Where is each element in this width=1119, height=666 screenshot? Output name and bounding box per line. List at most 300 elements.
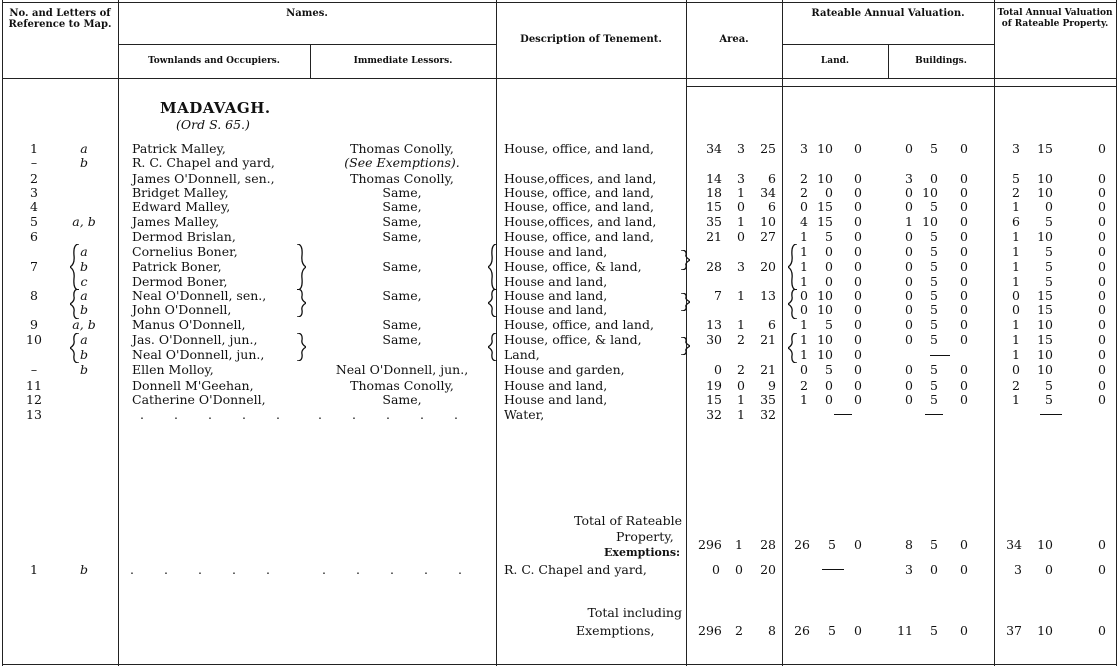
total-value: 1 xyxy=(1012,244,1020,259)
total-value: 0 xyxy=(1012,302,1020,317)
total-value: 10 xyxy=(1037,229,1053,244)
total-value: 5 xyxy=(1045,259,1053,274)
buildings-value: 0 xyxy=(905,317,913,332)
ref-letter: b xyxy=(79,302,88,317)
buildings-value: 5 xyxy=(930,259,938,274)
leader-dot: . xyxy=(424,562,428,577)
area-value: 2 xyxy=(735,623,743,638)
area-value: 19 xyxy=(706,378,722,393)
area-value: 14 xyxy=(706,171,722,186)
description: House, office, and land, xyxy=(504,199,654,214)
buildings-value: 0 xyxy=(905,378,913,393)
buildings-value: 0 xyxy=(960,199,968,214)
area-value: 34 xyxy=(760,185,776,200)
total-value: 10 xyxy=(1037,623,1053,638)
area-value: 0 xyxy=(712,562,720,577)
header-buildings: Buildings. xyxy=(915,56,967,66)
ref-number: 11 xyxy=(26,378,42,393)
lessor: Same, xyxy=(382,199,422,214)
buildings-value: 0 xyxy=(930,562,938,577)
lessor: Same, xyxy=(382,392,422,407)
buildings-value: 5 xyxy=(930,274,938,289)
description: House, office, and land, xyxy=(504,141,654,156)
leader-dot: . xyxy=(356,562,360,577)
description: House and land, xyxy=(504,244,608,259)
leader-dot: . xyxy=(164,562,168,577)
description: House and land, xyxy=(504,288,608,303)
ref-number: 2 xyxy=(30,171,38,186)
lessor: (See Exemptions). xyxy=(344,155,460,170)
header-land: Land. xyxy=(820,56,850,66)
leader-dot: . xyxy=(198,562,202,577)
area-value: 35 xyxy=(760,392,776,407)
ord-reference: (Ord S. 65.) xyxy=(176,117,250,132)
buildings-value: 5 xyxy=(930,392,938,407)
land-value: 0 xyxy=(854,537,862,552)
land-value: 0 xyxy=(800,288,808,303)
buildings-value: 1 xyxy=(905,214,913,229)
occupier: Patrick Boner, xyxy=(132,259,222,274)
blank-dash xyxy=(834,414,852,415)
lessor: Same, xyxy=(382,259,422,274)
buildings-value: 0 xyxy=(905,392,913,407)
occupier: James O'Donnell, sen., xyxy=(132,171,275,186)
area-value: 10 xyxy=(760,214,776,229)
land-value: 1 xyxy=(800,332,808,347)
occupier: Dermod Boner, xyxy=(132,274,228,289)
buildings-value: 10 xyxy=(922,214,938,229)
total-value: 0 xyxy=(1045,199,1053,214)
total-value: 5 xyxy=(1045,244,1053,259)
occupier: Catherine O'Donnell, xyxy=(132,392,266,407)
lessor: Same, xyxy=(382,288,422,303)
leader-dot: . xyxy=(140,407,144,422)
occupier: James Malley, xyxy=(132,214,220,229)
area-value: 15 xyxy=(706,199,722,214)
ref-letter: a xyxy=(80,244,88,259)
ref-number: 8 xyxy=(30,288,38,303)
occupier: John O'Donnell, xyxy=(132,302,232,317)
description: House and land, xyxy=(504,392,608,407)
land-value: 0 xyxy=(825,185,833,200)
description: House, office, & land, xyxy=(504,259,642,274)
land-value: 10 xyxy=(817,332,833,347)
buildings-value: 0 xyxy=(905,302,913,317)
total-value: 10 xyxy=(1037,362,1053,377)
buildings-value: 0 xyxy=(960,562,968,577)
buildings-value: 0 xyxy=(930,171,938,186)
rule xyxy=(2,664,1116,665)
total-value: 1 xyxy=(1012,347,1020,362)
area-value: 13 xyxy=(760,288,776,303)
leader-dot: . xyxy=(322,562,326,577)
buildings-value: 0 xyxy=(960,229,968,244)
leader-dot: . xyxy=(130,562,134,577)
area-value: 296 xyxy=(698,537,722,552)
area-value: 0 xyxy=(735,562,743,577)
area-value: 0 xyxy=(737,199,745,214)
area-value: 27 xyxy=(760,229,776,244)
total-value: 15 xyxy=(1037,141,1053,156)
buildings-value: 0 xyxy=(905,244,913,259)
land-value: 4 xyxy=(800,214,808,229)
buildings-value: 3 xyxy=(905,562,913,577)
buildings-value: 0 xyxy=(960,302,968,317)
area-value: 13 xyxy=(706,317,722,332)
occupier: Donnell M'Geehan, xyxy=(132,378,254,393)
buildings-value: 0 xyxy=(960,332,968,347)
ref-number: 13 xyxy=(26,407,42,422)
occupier: Dermod Brislan, xyxy=(132,229,236,244)
brace xyxy=(70,289,80,319)
total-value: 34 xyxy=(1006,537,1022,552)
lessor: Neal O'Donnell, jun., xyxy=(335,362,469,377)
brace xyxy=(488,244,498,290)
area-value: 28 xyxy=(706,259,722,274)
rule xyxy=(782,86,994,87)
total-value: 10 xyxy=(1037,537,1053,552)
total-value: 2 xyxy=(1012,378,1020,393)
total-value: 6 xyxy=(1012,214,1020,229)
land-value: 5 xyxy=(825,317,833,332)
occupier: Jas. O'Donnell, jun., xyxy=(132,332,258,347)
rule xyxy=(2,0,3,666)
total-value: 0 xyxy=(1098,229,1106,244)
lessor: Same, xyxy=(382,229,422,244)
leader-dot: . xyxy=(208,407,212,422)
leader-dot: . xyxy=(276,407,280,422)
area-value: 0 xyxy=(737,378,745,393)
land-value: 10 xyxy=(817,141,833,156)
land-value: 0 xyxy=(854,317,862,332)
total-value: 1 xyxy=(1012,332,1020,347)
area-value: 21 xyxy=(760,332,776,347)
total-value: 1 xyxy=(1012,259,1020,274)
total-value: 3 xyxy=(1012,141,1020,156)
area-value: 9 xyxy=(768,378,776,393)
area-value: 30 xyxy=(706,332,722,347)
total-value: 15 xyxy=(1037,288,1053,303)
total-value: 0 xyxy=(1098,214,1106,229)
header-townlands: Townlands and Occupiers. xyxy=(148,56,280,66)
ref-letter: a, b xyxy=(72,317,96,332)
buildings-value: 5 xyxy=(930,302,938,317)
leader-dot: . xyxy=(386,407,390,422)
buildings-value: 0 xyxy=(960,317,968,332)
header-ref: No. and Letters of Reference to Map. xyxy=(8,8,112,30)
rule xyxy=(994,86,1116,87)
area-value: 20 xyxy=(760,259,776,274)
ref-letter: a, b xyxy=(72,214,96,229)
description: House and land, xyxy=(504,302,608,317)
occupier: Manus O'Donnell, xyxy=(132,317,246,332)
ref-number: 4 xyxy=(30,199,38,214)
area-value: 6 xyxy=(768,171,776,186)
land-value: 1 xyxy=(800,392,808,407)
area-value: 21 xyxy=(760,362,776,377)
land-value: 0 xyxy=(854,141,862,156)
land-value: 0 xyxy=(854,244,862,259)
leader-dot: . xyxy=(242,407,246,422)
total-value: 0 xyxy=(1098,288,1106,303)
header-description: Description of Tenement. xyxy=(520,34,662,45)
ref-number: 10 xyxy=(26,332,42,347)
blank-dash xyxy=(925,414,943,415)
rule xyxy=(994,0,995,666)
description: House, office, and land, xyxy=(504,185,654,200)
buildings-value: 0 xyxy=(960,185,968,200)
leader-dot: . xyxy=(420,407,424,422)
buildings-value: 5 xyxy=(930,623,938,638)
header-valuation: Rateable Annual Valuation. xyxy=(811,8,965,19)
leader-dot: . xyxy=(454,407,458,422)
total-label: Exemptions, xyxy=(576,623,655,638)
area-value: 1 xyxy=(737,407,745,422)
area-value: 34 xyxy=(706,141,722,156)
buildings-value: 0 xyxy=(960,362,968,377)
land-value: 0 xyxy=(825,274,833,289)
rule xyxy=(118,0,119,666)
area-value: 32 xyxy=(760,407,776,422)
land-value: 0 xyxy=(854,199,862,214)
buildings-value: 5 xyxy=(930,317,938,332)
total-value: 1 xyxy=(1012,199,1020,214)
buildings-value: 5 xyxy=(930,537,938,552)
land-value: 0 xyxy=(800,302,808,317)
rule xyxy=(686,86,782,87)
land-value: 10 xyxy=(817,288,833,303)
brace xyxy=(70,244,80,290)
total-value: 10 xyxy=(1037,317,1053,332)
land-value: 0 xyxy=(854,378,862,393)
occupier: Patrick Malley, xyxy=(132,141,226,156)
land-value: 1 xyxy=(800,317,808,332)
rule xyxy=(1116,0,1117,666)
land-value: 1 xyxy=(800,229,808,244)
ref-letter: b xyxy=(79,347,88,362)
total-label: Property, xyxy=(616,529,674,544)
description: Water, xyxy=(504,407,545,422)
description: House and land, xyxy=(504,378,608,393)
area-value: 296 xyxy=(698,623,722,638)
area-value: 0 xyxy=(714,362,722,377)
description: House, office, & land, xyxy=(504,332,642,347)
buildings-value: 5 xyxy=(930,288,938,303)
buildings-value: 5 xyxy=(930,362,938,377)
area-value: 25 xyxy=(760,141,776,156)
leader-dot: . xyxy=(390,562,394,577)
total-value: 0 xyxy=(1098,317,1106,332)
ref-letter: a xyxy=(80,141,88,156)
buildings-value: 0 xyxy=(905,274,913,289)
lessor: Thomas Conolly, xyxy=(350,171,454,186)
buildings-value: 0 xyxy=(960,274,968,289)
land-value: 0 xyxy=(854,259,862,274)
total-value: 0 xyxy=(1098,274,1106,289)
total-value: 10 xyxy=(1037,171,1053,186)
area-value: 1 xyxy=(735,537,743,552)
occupier: Bridget Malley, xyxy=(132,185,229,200)
brace xyxy=(680,250,690,270)
land-value: 0 xyxy=(854,362,862,377)
total-value: 0 xyxy=(1098,362,1106,377)
description: Land, xyxy=(504,347,540,362)
leader-dot: . xyxy=(266,562,270,577)
leader-dot: . xyxy=(232,562,236,577)
buildings-value: 10 xyxy=(922,185,938,200)
leader-dot: . xyxy=(352,407,356,422)
total-value: 2 xyxy=(1012,185,1020,200)
land-value: 5 xyxy=(825,229,833,244)
buildings-value: 0 xyxy=(960,244,968,259)
buildings-value: 0 xyxy=(905,229,913,244)
buildings-value: 0 xyxy=(960,537,968,552)
ref-number: 12 xyxy=(26,392,42,407)
total-value: 1 xyxy=(1012,229,1020,244)
blank-dash xyxy=(822,569,844,570)
land-value: 0 xyxy=(825,378,833,393)
total-value: 0 xyxy=(1098,141,1106,156)
land-value: 0 xyxy=(800,199,808,214)
brace xyxy=(296,289,306,317)
area-value: 20 xyxy=(760,562,776,577)
area-value: 3 xyxy=(737,171,745,186)
leader-dot: . xyxy=(458,562,462,577)
lessor: Same, xyxy=(382,317,422,332)
ref-letter: b xyxy=(79,562,88,577)
occupier: Neal O'Donnell, sen., xyxy=(132,288,267,303)
area-value: 1 xyxy=(737,392,745,407)
total-value: 0 xyxy=(1012,362,1020,377)
total-value: 0 xyxy=(1098,171,1106,186)
land-value: 10 xyxy=(817,347,833,362)
buildings-value: 5 xyxy=(930,199,938,214)
area-value: 2 xyxy=(737,332,745,347)
description: House and land, xyxy=(504,274,608,289)
total-label: Total including xyxy=(587,605,682,620)
ref-number: – xyxy=(30,362,38,377)
header-lessors: Immediate Lessors. xyxy=(353,56,453,66)
land-value: 26 xyxy=(794,537,810,552)
total-value: 15 xyxy=(1037,302,1053,317)
description: R. C. Chapel and yard, xyxy=(504,562,647,577)
total-value: 1 xyxy=(1012,317,1020,332)
land-value: 0 xyxy=(854,623,862,638)
lessor: Same, xyxy=(382,332,422,347)
land-value: 0 xyxy=(825,244,833,259)
total-value: 0 xyxy=(1098,378,1106,393)
ref-letter: c xyxy=(80,274,88,289)
total-value: 0 xyxy=(1098,537,1106,552)
leader-dot: . xyxy=(174,407,178,422)
occupier: Ellen Molloy, xyxy=(132,362,214,377)
land-value: 5 xyxy=(828,537,836,552)
land-value: 3 xyxy=(800,141,808,156)
total-value: 5 xyxy=(1012,171,1020,186)
area-value: 21 xyxy=(706,229,722,244)
townland-name: MADAVAGH. xyxy=(160,99,271,117)
total-value: 0 xyxy=(1098,302,1106,317)
area-value: 3 xyxy=(737,259,745,274)
blank-dash xyxy=(1040,414,1062,415)
land-value: 1 xyxy=(800,274,808,289)
land-value: 10 xyxy=(817,171,833,186)
land-value: 0 xyxy=(854,347,862,362)
area-value: 0 xyxy=(737,229,745,244)
buildings-value: 0 xyxy=(960,392,968,407)
land-value: 2 xyxy=(800,171,808,186)
rule xyxy=(782,44,994,45)
total-value: 5 xyxy=(1045,378,1053,393)
land-value: 0 xyxy=(825,259,833,274)
buildings-value: 0 xyxy=(960,623,968,638)
buildings-value: 5 xyxy=(930,332,938,347)
total-value: 5 xyxy=(1045,214,1053,229)
header-area: Area. xyxy=(719,34,749,45)
brace xyxy=(70,333,80,363)
buildings-value: 0 xyxy=(905,288,913,303)
ref-letter: a xyxy=(80,332,88,347)
ref-number: 5 xyxy=(30,214,38,229)
buildings-value: 0 xyxy=(905,141,913,156)
buildings-value: 0 xyxy=(905,199,913,214)
ref-number: 6 xyxy=(30,229,38,244)
total-value: 0 xyxy=(1045,562,1053,577)
total-value: 0 xyxy=(1098,259,1106,274)
occupier: Edward Malley, xyxy=(132,199,231,214)
land-value: 0 xyxy=(854,288,862,303)
brace xyxy=(680,293,690,311)
land-value: 1 xyxy=(800,347,808,362)
buildings-value: 0 xyxy=(960,214,968,229)
total-value: 37 xyxy=(1006,623,1022,638)
land-value: 0 xyxy=(854,332,862,347)
land-value: 0 xyxy=(800,362,808,377)
area-value: 1 xyxy=(737,185,745,200)
buildings-value: 0 xyxy=(905,185,913,200)
brace xyxy=(488,289,498,317)
buildings-value: 0 xyxy=(960,378,968,393)
area-value: 1 xyxy=(737,317,745,332)
total-value: 15 xyxy=(1037,332,1053,347)
ref-letter: b xyxy=(79,259,88,274)
rule xyxy=(686,0,687,666)
buildings-value: 0 xyxy=(905,259,913,274)
occupier: Cornelius Boner, xyxy=(132,244,238,259)
ref-number: – xyxy=(30,155,38,170)
land-value: 1 xyxy=(800,259,808,274)
total-value: 0 xyxy=(1098,562,1106,577)
rule xyxy=(118,44,496,45)
description: House,offices, and land, xyxy=(504,171,657,186)
total-value: 0 xyxy=(1098,392,1106,407)
brace xyxy=(296,333,306,361)
buildings-value: 5 xyxy=(930,229,938,244)
land-value: 0 xyxy=(854,274,862,289)
buildings-value: 0 xyxy=(905,332,913,347)
total-value: 3 xyxy=(1014,562,1022,577)
ref-letter: b xyxy=(79,155,88,170)
land-value: 0 xyxy=(854,185,862,200)
description: House, office, and land, xyxy=(504,229,654,244)
area-value: 1 xyxy=(737,288,745,303)
header-total: Total Annual Valuation of Rateable Property. xyxy=(997,8,1113,29)
buildings-value: 5 xyxy=(930,141,938,156)
buildings-value: 0 xyxy=(905,362,913,377)
area-value: 18 xyxy=(706,185,722,200)
buildings-value: 5 xyxy=(930,244,938,259)
buildings-value: 0 xyxy=(960,259,968,274)
